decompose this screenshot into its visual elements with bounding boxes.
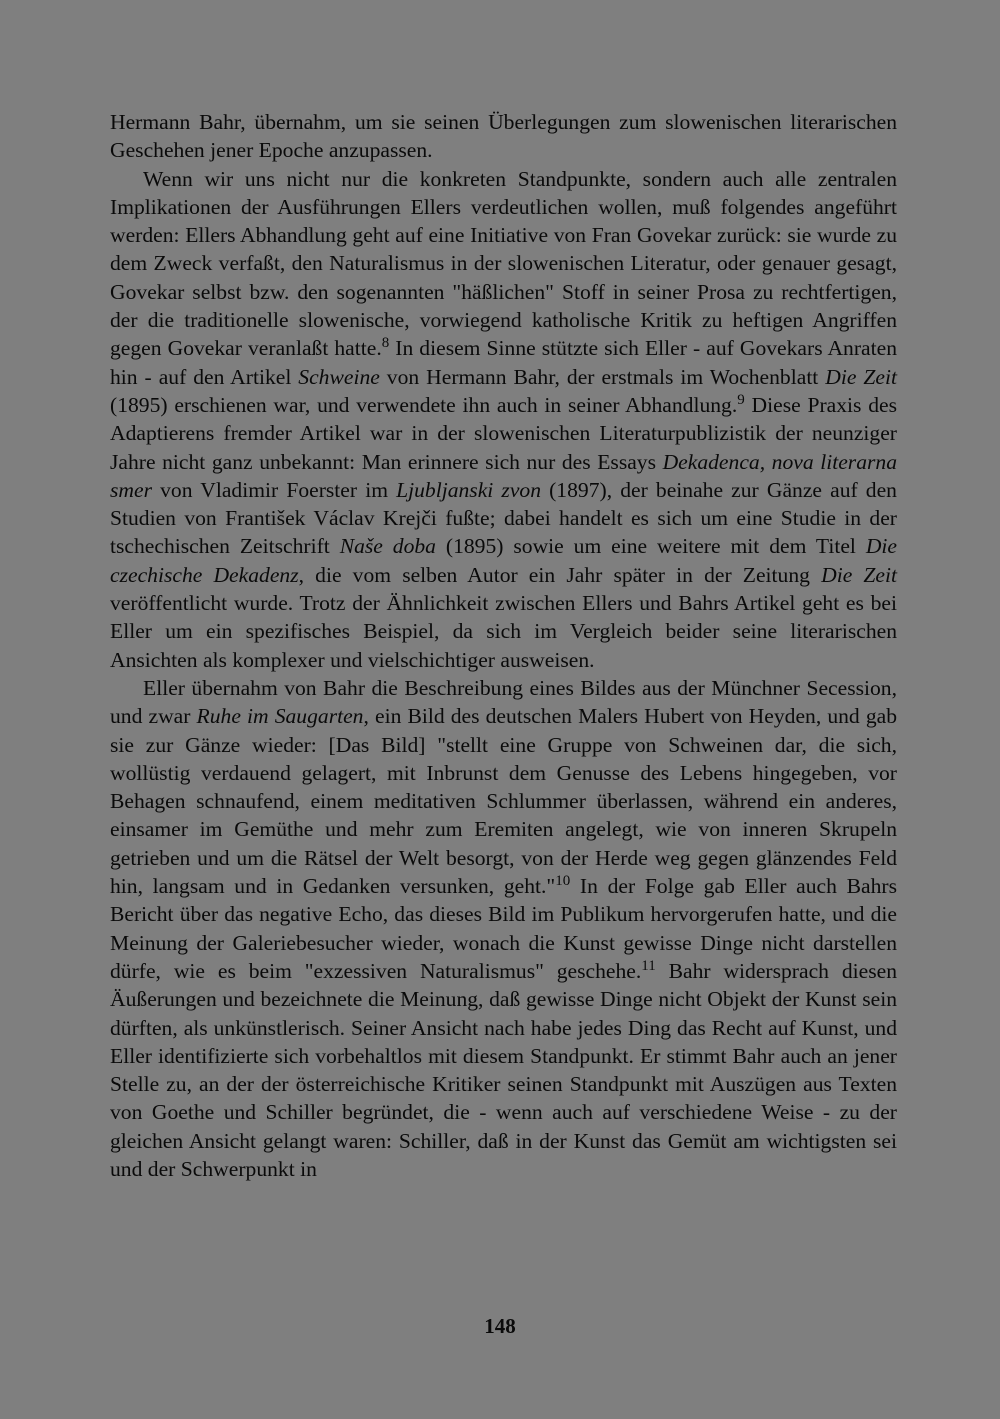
footnote-reference: 11 xyxy=(641,957,656,974)
text-run: (1897), der beinahe zur Gänze auf den Studien von František Václav Krejči fußte; dabei handelt es sich um eine Studie in der tschechischen Zeitschrift xyxy=(110,477,897,559)
italic-title: Dekadenca, nova literarna smer xyxy=(110,449,897,502)
text-run: Hermann Bahr, übernahm, um sie seinen Überlegungen zum slowenischen literarischen Geschehen jener Epoche anzupassen. xyxy=(110,110,897,163)
text-run: Diese Praxis des Adaptierens fremder Artikel war in der slowenischen Literaturpublizistik der neunziger Jahre nicht ganz unbekannt: Man erinnere sich nur des Essays xyxy=(110,392,897,474)
italic-title: Ljubljanski zvon xyxy=(396,477,541,502)
text-run: Bahr widersprach diesen Äußerungen und bezeichnete die Meinung, daß gewisse Dinge nicht Objekt der Kunst sein dürften, als unkünstlerisch. Seiner Ansicht nach habe jedes Ding das Recht auf Kunst, und Eller identifizierte sich vorbehaltlos mit diesem Standpunkt. Er stimmt Bahr auch an jener Stelle zu, an der der österreichische Kritiker seinen Standpunkt mit Auszügen aus Texten von Goethe und Schiller begründet, die - wenn auch auf verschiedene Weise - zu der gleichen Ansicht gelangt waren: Schiller, daß in der Kunst das Gemüt am wichtigsten sei und der Schwerpunkt in xyxy=(110,958,897,1181)
paragraph xyxy=(110,108,897,165)
text-run: von Hermann Bahr, der erstmals im Wochenblatt xyxy=(379,364,826,389)
text-run: veröffentlicht wurde. Trotz der Ähnlichkeit zwischen Ellers und Bahrs Artikel geht es bei Eller um ein spezifisches Beispiel, da sich im Vergleich beider seine literarischen Ansichten als komplexer und vielschichtiger ausweisen. xyxy=(110,591,897,672)
text-run: In der Folge gab Eller auch Bahrs Bericht über das negative Echo, das dieses Bild im Publikum hervorgerufen hatte, und die Meinung der Galeriebesucher wieder, wonach die Kunst gewisse Dinge nicht darstellen dürfe, wie es beim "exzessiven Naturalismus" geschehe. xyxy=(110,874,897,983)
paragraph xyxy=(110,674,897,1183)
text-run: Wenn wir uns nicht nur die konkreten Standpunkte, sondern auch alle zentralen Implikationen der Ausführungen Ellers verdeutlichen wollen, muß folgendes angeführt werden: Ellers Abhandlung geht auf eine Initiative von Fran Govekar zurück: sie wurde zu dem Zweck verfaßt, den Naturalismus in der slowenischen Literatur, oder genauer gesagt, Govekar selbst bzw. den sogenannten "häßlichen" Stoff in seiner Prosa zu rechtfertigen, der die traditionelle slowenische, vorwiegend katholische Kritik zu heftigen Angriffen gegen Govekar veranlaßt hatte. xyxy=(110,166,897,361)
italic-title: Schweine xyxy=(298,364,380,389)
italic-title: Die Zeit xyxy=(821,562,898,587)
text-run: von Vladimir Foerster im xyxy=(152,477,397,502)
footnote-reference: 8 xyxy=(381,335,390,352)
text-run: (1895) sowie um eine weitere mit dem Titel xyxy=(435,534,866,559)
page-number: 148 xyxy=(484,1314,516,1338)
italic-title: Die Zeit xyxy=(825,364,898,389)
body-text xyxy=(110,108,897,1183)
text-run: In diesem Sinne stützte sich Eller - auf Govekars Anraten hin - auf den Artikel xyxy=(110,336,897,389)
paragraph xyxy=(110,165,897,674)
text-run: , die vom selben Autor ein Jahr später in der Zeitung xyxy=(298,562,822,587)
footnote-reference: 10 xyxy=(555,872,571,889)
text-run: , ein Bild des deutschen Malers Hubert von Heyden, und gab sie zur Gänze wieder: [Das Bild] "stellt eine Gruppe von Schweinen dar, die sich, wollüstig verdauend gelagert, mit Inbrunst dem Genusse des Lebens hingegeben, vor Behagen schnaufend, einem meditativen Schlummer überlassen, während ein anderes, einsamer im Gemüthe und mehr zum Eremiten angelegt, wie von inneren Skrupeln getrieben und um die Rätsel der Welt besorgt, von der Herde weg gegen glänzendes Feld hin, langsam und in Gedanken versunken, geht." xyxy=(110,704,897,899)
footnote-reference: 9 xyxy=(737,391,745,408)
text-run: (1895) erschienen war, und verwendete ihn auch in seiner Abhandlung. xyxy=(110,392,738,417)
italic-title: Naše doba xyxy=(339,534,436,559)
italic-title: Ruhe im Saugarten xyxy=(196,704,364,729)
text-run: Eller übernahm von Bahr die Beschreibung eines Bildes aus der Münchner Secession, und zwar xyxy=(110,675,897,729)
italic-title: Die czechische Dekadenz xyxy=(110,534,898,587)
